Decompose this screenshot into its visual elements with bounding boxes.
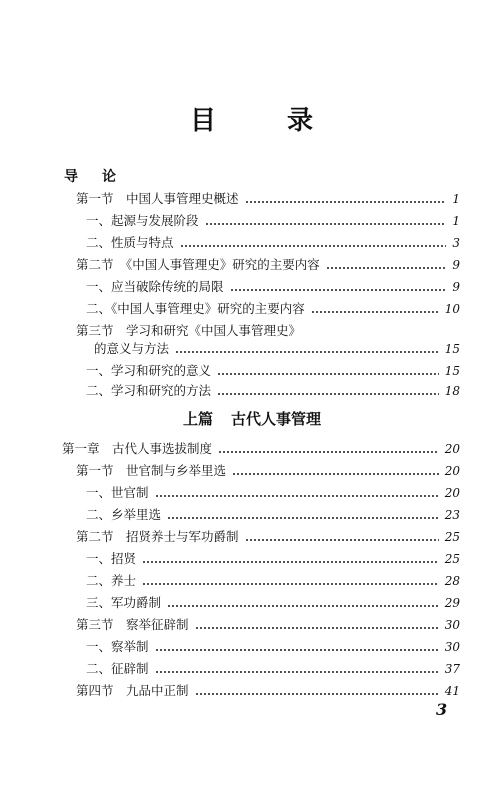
toc-entry[interactable] xyxy=(86,594,460,612)
page-title xyxy=(0,100,504,136)
toc-entry[interactable] xyxy=(86,572,460,590)
toc-entry[interactable] xyxy=(86,300,460,318)
toc-entry[interactable] xyxy=(86,212,460,230)
toc-entry-page: 29 xyxy=(444,596,460,610)
toc-entry-label: 二、乡举里选 xyxy=(86,507,162,522)
toc-entry[interactable] xyxy=(94,340,460,358)
toc-entry-page: 30 xyxy=(444,618,460,632)
toc-entry-label: 二、征辟制 xyxy=(86,661,149,676)
dot-leader xyxy=(195,693,439,695)
toc-entry-label: 第一章 古代人事选拔制度 xyxy=(62,441,213,456)
toc-entry-label: 一、应当破除传统的局限 xyxy=(86,279,224,294)
title-char-1: 目 xyxy=(189,106,217,136)
toc-entry[interactable] xyxy=(86,234,460,252)
toc-entry-label: 二、《中国人事管理史》研究的主要内容 xyxy=(86,301,305,316)
toc-entry[interactable] xyxy=(76,462,460,480)
toc-entry[interactable] xyxy=(76,190,460,208)
toc-entry-label: 一、招贤 xyxy=(86,551,137,566)
toc-entry-page: 25 xyxy=(444,530,460,544)
toc-entry[interactable] xyxy=(86,506,460,524)
toc-entry[interactable] xyxy=(76,256,460,274)
toc-entry-page: 28 xyxy=(444,574,460,588)
dot-leader xyxy=(326,267,447,269)
toc-entry-page: 9 xyxy=(452,258,460,272)
toc-entry-label: 一、世官制 xyxy=(86,485,149,500)
toc-entry-page: 15 xyxy=(444,364,460,378)
dot-leader xyxy=(142,583,439,585)
toc-entry-label: 一、起源与发展阶段 xyxy=(86,213,199,228)
toc-entry-page: 37 xyxy=(444,662,460,676)
dot-leader xyxy=(175,351,439,353)
toc-entry-page: 20 xyxy=(444,486,460,500)
toc-entry-page: 18 xyxy=(444,384,460,398)
toc-entry-label: 第二节 《中国人事管理史》研究的主要内容 xyxy=(76,257,320,272)
dot-leader xyxy=(311,311,439,313)
toc-entry-label: 第四节 九品中正制 xyxy=(76,683,189,698)
part-label: 上篇 xyxy=(182,410,213,428)
toc-entry-page: 20 xyxy=(444,442,460,456)
dot-leader xyxy=(142,561,439,563)
intro-heading-char-2: 论 xyxy=(102,169,116,185)
dot-leader xyxy=(205,223,447,225)
toc-entry[interactable] xyxy=(76,322,460,340)
toc-entry-page: 15 xyxy=(444,342,460,356)
toc-entry-label: 第一节 中国人事管理史概述 xyxy=(76,191,239,206)
title-char-2: 录 xyxy=(287,106,315,136)
toc-entry-page: 10 xyxy=(444,302,460,316)
toc-entry-label: 一、察举制 xyxy=(86,639,149,654)
toc-entry[interactable] xyxy=(86,362,460,380)
page-number: 3 xyxy=(436,700,448,719)
dot-leader xyxy=(245,539,439,541)
dot-leader xyxy=(218,451,439,453)
toc-entry[interactable] xyxy=(62,440,460,458)
intro-heading-char-1: 导 xyxy=(64,169,78,185)
dot-leader xyxy=(230,289,447,291)
dot-leader xyxy=(167,517,439,519)
toc-entry[interactable] xyxy=(76,682,460,700)
toc-entry-label: 一、学习和研究的意义 xyxy=(86,363,212,378)
dot-leader xyxy=(155,671,439,673)
toc-entry-page: 23 xyxy=(444,508,460,522)
dot-leader xyxy=(180,245,447,247)
toc-entry-page: 41 xyxy=(444,684,460,698)
dot-leader xyxy=(167,605,439,607)
toc-entry-page: 3 xyxy=(452,236,460,250)
toc-entry[interactable] xyxy=(86,484,460,502)
toc-entry-page: 20 xyxy=(444,464,460,478)
toc-entry-label: 第二节 招贤养士与军功爵制 xyxy=(76,529,239,544)
part-title xyxy=(0,408,504,429)
dot-leader xyxy=(217,373,439,375)
toc-entry-page: 9 xyxy=(452,280,460,294)
toc-entry-label: 二、学习和研究的方法 xyxy=(86,383,212,398)
toc-entry[interactable] xyxy=(86,550,460,568)
dot-leader xyxy=(155,495,439,497)
toc-entry[interactable] xyxy=(86,278,460,296)
toc-entry[interactable] xyxy=(76,528,460,546)
toc-entry[interactable] xyxy=(86,638,460,656)
toc-entry-page: 1 xyxy=(452,192,460,206)
dot-leader xyxy=(245,201,447,203)
toc-entry-label: 第一节 世官制与乡举里选 xyxy=(76,463,227,478)
toc-entry-label: 三、军功爵制 xyxy=(86,595,162,610)
intro-heading xyxy=(64,166,116,186)
toc-entry-page: 30 xyxy=(444,640,460,654)
toc-entry[interactable] xyxy=(86,382,460,400)
toc-entry-label: 第三节 学习和研究《中国人事管理史》 xyxy=(76,323,302,338)
dot-leader xyxy=(217,393,439,395)
toc-entry-page: 1 xyxy=(452,214,460,228)
part-name: 古代人事管理 xyxy=(231,410,322,428)
dot-leader xyxy=(155,649,439,651)
toc-entry[interactable] xyxy=(76,616,460,634)
dot-leader xyxy=(232,473,439,475)
toc-entry-page: 25 xyxy=(444,552,460,566)
toc-entry-label: 二、养士 xyxy=(86,573,137,588)
toc-entry-label: 第三节 察举征辟制 xyxy=(76,617,189,632)
toc-entry-label: 二、性质与特点 xyxy=(86,235,174,250)
dot-leader xyxy=(195,627,439,629)
toc-entry[interactable] xyxy=(86,660,460,678)
toc-entry-label: 的意义与方法 xyxy=(94,341,170,356)
